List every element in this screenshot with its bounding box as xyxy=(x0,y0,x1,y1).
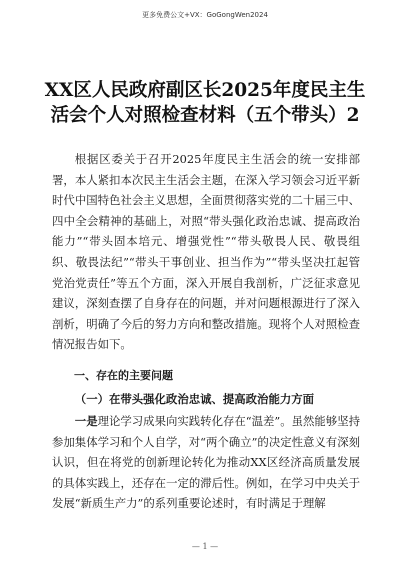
subsection-heading: （一）在带头强化政治忠诚、提高政治能力方面 xyxy=(74,392,315,406)
problem-paragraph xyxy=(52,411,360,514)
header-note: 更多免费公文+VX：GoGongWen2024 xyxy=(142,11,268,19)
section-heading: 一、存在的主要问题 xyxy=(74,369,173,382)
page-number: — 1 — xyxy=(191,542,219,551)
problem-text: 理论学习成果向实践转化存在“温差”。虽然能够坚持参加集体学习和个人自学，对“两个确立”的决定性意义有深刻认识，但在将党的创新理论转化为推动XX区经济高质量发展的具体实践上，还存在一定的滞后性。例如，在学习中央关于发展“新质生产力”的系列重要论述时，有时满足于理解 xyxy=(52,414,360,511)
document-title: XX区人民政府副区长2025年度民主生活会个人对照检查材料（五个带头）2 xyxy=(44,80,366,126)
problem-section xyxy=(52,411,360,514)
intro-section xyxy=(52,149,360,355)
problem-lead: 一是 xyxy=(74,414,98,428)
intro-paragraph: 根据区委关于召开2025年度民主生活会的统一安排部署，本人紧扣本次民主生活会主题，在深入学习领会习近平新时代中国特色社会主义思想，全面贯彻落实党的二十届三中、四中全会精神的基础上，对照“带头强化政治忠诚、提高政治能力”“带头固本培元、增强党性”“带头敬畏人民、敬畏组织、敬畏法纪”“带头干事创业、担当作为”“带头坚决扛起管党治党责任”等五个方面，深入开展自我剖析，广泛征求意见建议，深刻查摆了自身存在的问题，并对问题根源进行了深入剖析，明确了今后的努力方向和整改措施。现将个人对照检查情况报告如下。 xyxy=(52,152,360,352)
